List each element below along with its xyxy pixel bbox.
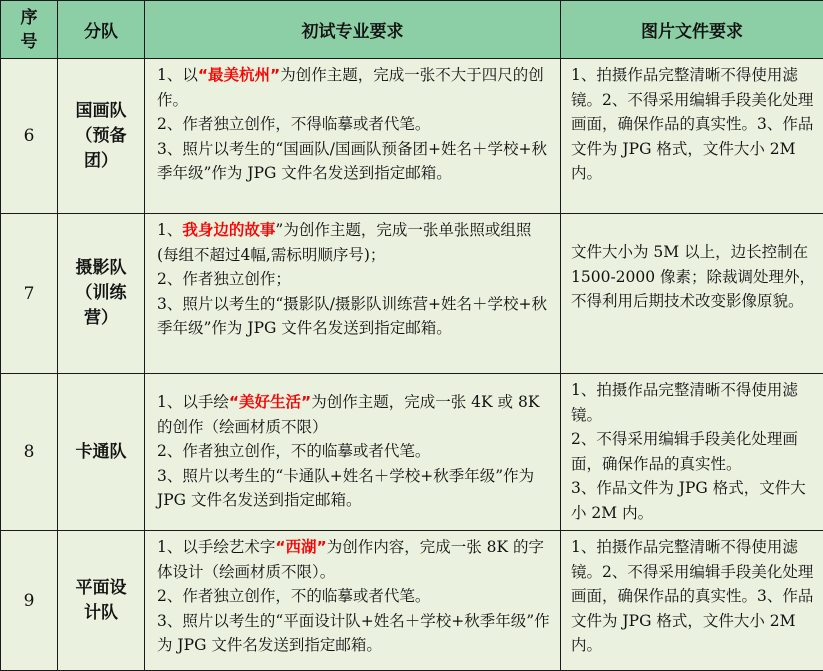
- team-name: 国画队 （预备 团）: [58, 59, 145, 214]
- requirement-item-3: 3、照片以考生的“卡通队+姓名＋学校+秋季年级”作为 JPG 文件名发送到指定邮箱。: [157, 464, 552, 513]
- theme-highlight: “西湖”: [275, 538, 326, 556]
- requirement-prefix: 1、: [157, 221, 182, 239]
- team-name: 卡通队: [58, 374, 145, 531]
- header-image-requirements: 图片文件要求: [561, 1, 823, 59]
- header-team: 分队: [58, 1, 145, 59]
- image-requirement-item: 1、拍摄作品完整清晰不得使用滤镜。2、不得采用编辑手段美化处理画面，确保作品的真实性。3、作品文件为 JPG 格式，文件大小 2M 内。: [571, 63, 817, 186]
- row-number: 8: [1, 374, 58, 531]
- image-requirement-item-2: 2、不得采用编辑手段美化处理画面，确保作品的真实性。: [571, 427, 817, 476]
- requirement-text: [145, 59, 561, 214]
- requirement-suffix: 为创作主题，完成一张 4K 或 8K 的创作（绘画材质不限）: [157, 393, 539, 436]
- image-requirement-item: 文件大小为 5M 以上，边长控制在 1500-2000 像素；除裁调处理外，不得利用后期技术改变影像原貌。: [571, 240, 817, 314]
- image-requirement-item-1: 1、拍摄作品完整清晰不得使用滤镜。: [571, 378, 817, 427]
- header-seq: 序 号: [1, 1, 58, 59]
- row-number: 9: [1, 531, 58, 671]
- requirement-item-2: 2、作者独立创作，不得临摹或者代笔。: [157, 112, 552, 137]
- row-number: 6: [1, 59, 58, 214]
- requirement-suffix: 为创作主题，完成一张不大于四尺的创作。: [157, 66, 544, 109]
- requirement-suffix: ”为创作主题，完成一张单张照或组照(每组不超过4幅,需标明顺序号)；: [157, 221, 531, 264]
- requirement-item-1: [157, 218, 552, 267]
- theme-highlight: “美好生活”: [229, 393, 311, 411]
- requirement-item-1: [157, 63, 552, 112]
- requirement-prefix: 1、以手绘艺术字: [157, 538, 275, 556]
- table-row: [1, 214, 823, 374]
- requirement-item-2: 2、作者独立创作，不的临摹或者代笔。: [157, 584, 552, 609]
- requirement-item-1: [157, 535, 552, 584]
- image-requirement-text: [561, 374, 823, 531]
- theme-highlight: 我身边的故事: [182, 221, 275, 239]
- header-requirements: 初试专业要求: [145, 1, 561, 59]
- theme-highlight: “最美杭州”: [198, 66, 280, 84]
- table-row: [1, 374, 823, 531]
- requirement-item-3: 3、照片以考生的“摄影队/摄影队训练营+姓名＋学校+秋季年级”作为 JPG 文件名发送到指定邮箱。: [157, 292, 552, 341]
- team-name: 平面设 计队: [58, 531, 145, 671]
- team-name: 摄影队 （训练 营）: [58, 214, 145, 374]
- image-requirement-item-3: 3、作品文件为 JPG 格式，文件大小 2M 内。: [571, 476, 817, 525]
- row-number: 7: [1, 214, 58, 374]
- image-requirement-text: [561, 214, 823, 374]
- requirement-item-2: 2、作者独立创作，不的临摹或者代笔。: [157, 439, 552, 464]
- requirement-text: [145, 374, 561, 531]
- requirement-text: [145, 531, 561, 671]
- requirement-item-1: [157, 390, 552, 439]
- image-requirement-text: [561, 59, 823, 214]
- requirement-item-3: 3、照片以考生的“国画队/国画队预备团+姓名＋学校+秋季年级”作为 JPG 文件名发送到指定邮箱。: [157, 137, 552, 186]
- header-row: [1, 1, 823, 59]
- requirement-item-3: 3、照片以考生的“平面设计队+姓名＋学校+秋季年级”作为 JPG 文件名发送到指定邮箱。: [157, 609, 552, 658]
- requirement-suffix: 为创作内容，完成一张 8K 的字体设计（绘画材质不限）。: [157, 538, 544, 581]
- image-requirement-item: 1、拍摄作品完整清晰不得使用滤镜。2、不得采用编辑手段美化处理画面，确保作品的真实性。3、作品文件为 JPG 格式，文件大小 2M 内。: [571, 535, 817, 658]
- requirement-text: [145, 214, 561, 374]
- table-row: [1, 531, 823, 671]
- requirement-prefix: 1、以手绘: [157, 393, 229, 411]
- table-row: [1, 59, 823, 214]
- requirement-prefix: 1、以: [157, 66, 198, 84]
- requirement-item-2: 2、作者独立创作；: [157, 267, 552, 292]
- image-requirement-text: [561, 531, 823, 671]
